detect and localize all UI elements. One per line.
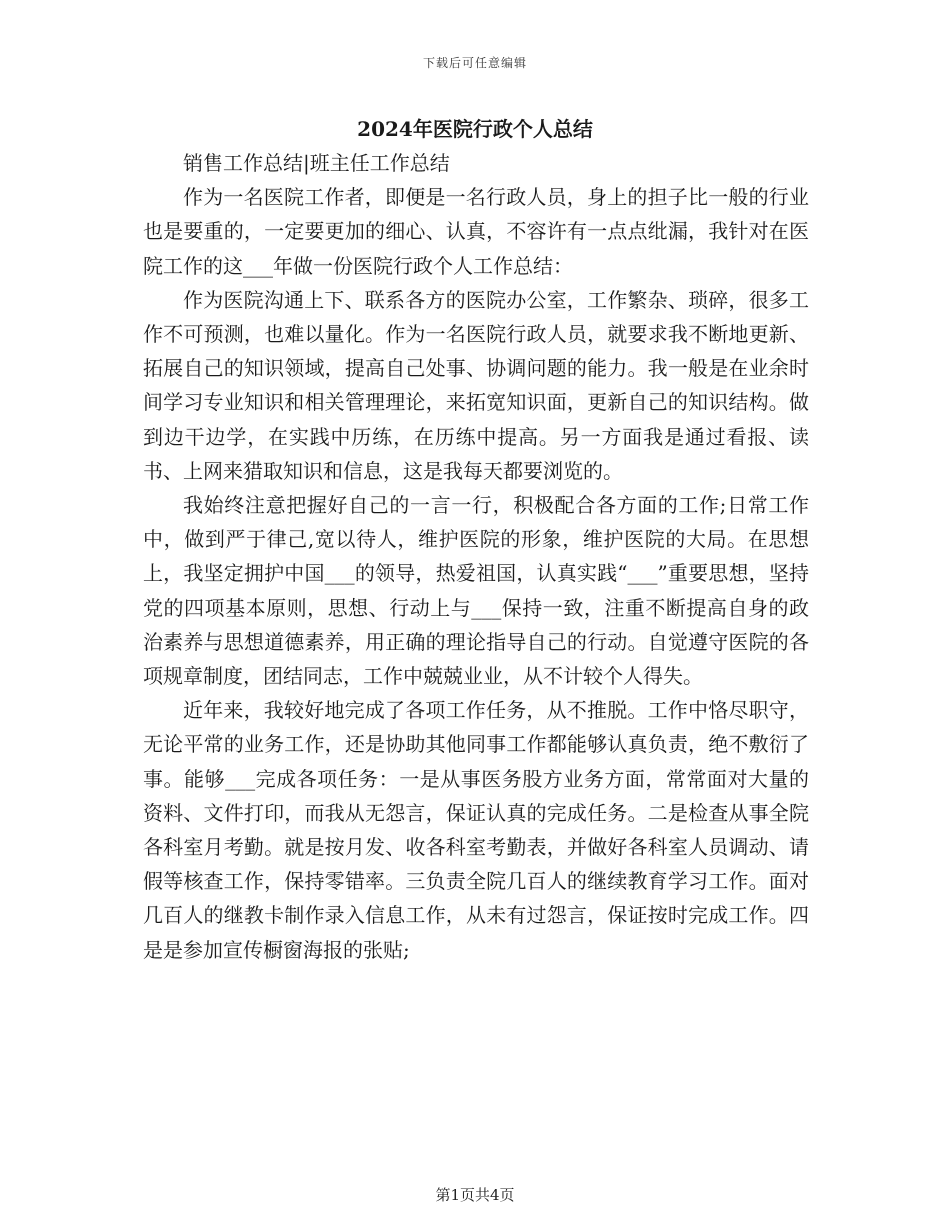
- body-paragraph: 作为一名医院工作者，即便是一名行政人员，身上的担子比一般的行业也是要重的，一定要更加的细心、认真，不容许有一点点纰漏，我针对在医院工作的这___年做一份医院行政个人工作总结：: [143, 185, 809, 278]
- body-paragraph: 近年来，我较好地完成了各项工作任务，从不推脱。工作中恪尽职守，无论平常的业务工作，还是协助其他同事工作都能够认真负责，绝不敷衍了事。能够___完成各项任务：一是从事医务股方业务方面，常常面对大量的资料、文件打印，而我从无怨言，保证认真的完成任务。二是检查从事全院各科室月考勤。就是按月发、收各科室考勤表，并做好各科室人员调动、请假等核查工作，保持零错率。三负责全院几百人的继续教育学习工作。面对几百人的继教卡制作录入信息工作，从未有过怨言，保证按时完成工作。四是是参加宣传橱窗海报的张贴;: [143, 698, 809, 962]
- page-header-note: 下载后可任意编辑: [422, 56, 527, 70]
- document-title: 2024年医院行政个人总结: [357, 117, 593, 141]
- body-paragraph: 作为医院沟通上下、联系各方的医院办公室，工作繁杂、琐碎，很多工作不可预测，也难以量化。作为一名医院行政人员，就要求我不断地更新、拓展自己的知识领域，提高自己处事、协调问题的能力。我一般是在业余时间学习专业知识和相关管理理论，来拓宽知识面，更新自己的知识结构。做到边干边学，在实践中历练，在历练中提高。另一方面我是通过看报、读书、上网来猎取知识和信息，这是我每天都要浏览的。: [143, 287, 809, 483]
- body-paragraph: 我始终注意把握好自己的一言一行，积极配合各方面的工作;日常工作中，做到严于律己,宽以待人，维护医院的形象，维护医院的大局。在思想上，我坚定拥护中国___的领导，热爱祖国，认真实践“___”重要思想，坚持党的四项基本原则，思想、行动上与___保持一致，注重不断提高自身的政治素养与思想道德素养，用正确的理论指导自己的行动。自觉遵守医院的各项规章制度，团结同志，工作中兢兢业业，从不计较个人得失。: [143, 493, 809, 689]
- page-number: 第1页共4页: [435, 1186, 515, 1204]
- body-paragraph: 销售工作总结|班主任工作总结: [183, 151, 450, 175]
- document-body: [143, 146, 809, 967]
